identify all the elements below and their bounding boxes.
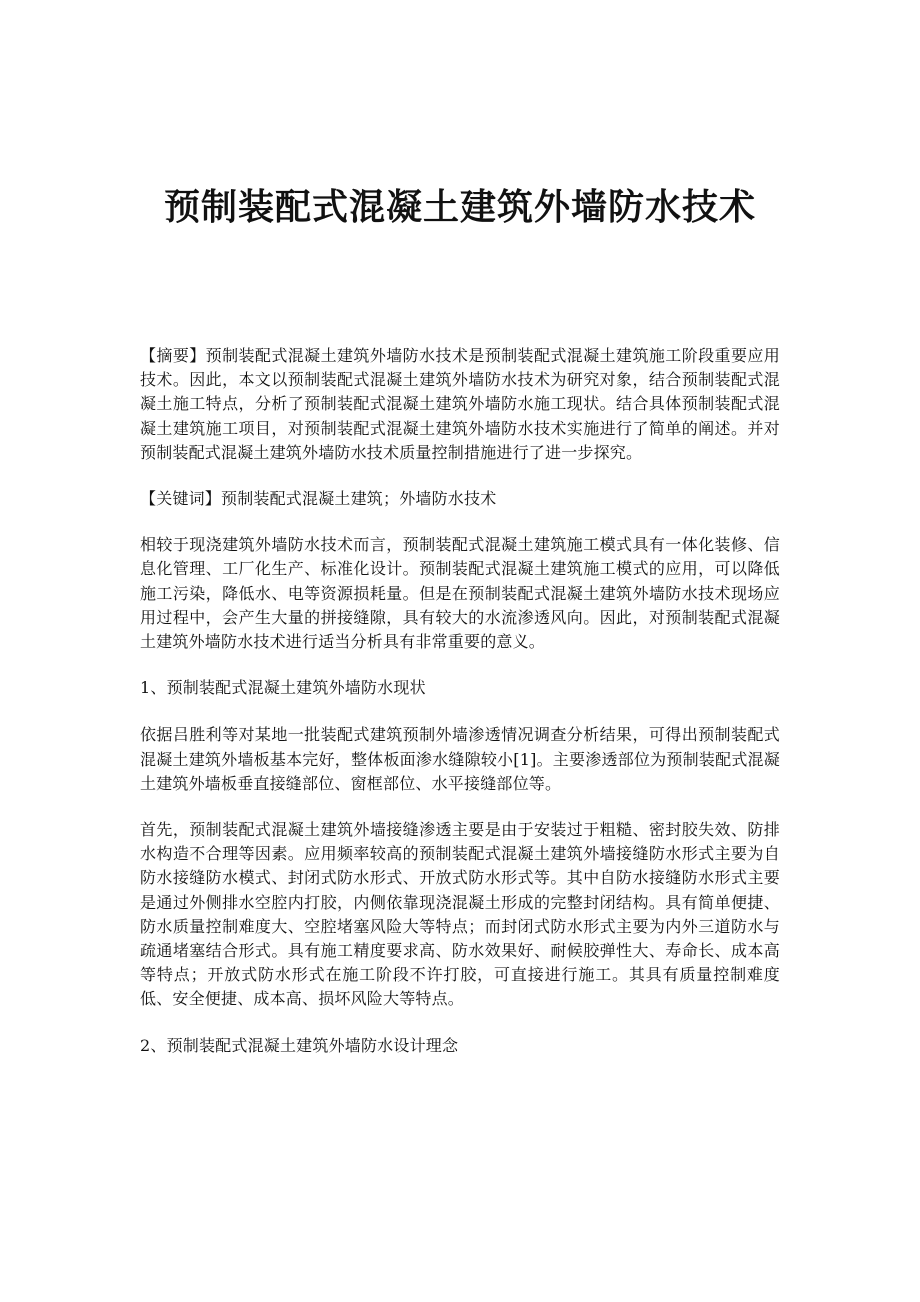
document-body [140,344,780,1081]
section-2-heading: 2、预制装配式混凝土建筑外墙防水设计理念 [140,1035,459,1055]
section-1-paragraph-2: 首先，预制装配式混凝土建筑外墙接缝渗透主要是由于安装过于粗糙、密封胶失效、防排水构造不合理等因素。应用频率较高的预制装配式混凝土建筑外墙接缝防水形式主要为自防水接缝防水模式、封闭式防水形式、开放式防水形式等。其中自防水接缝防水形式主要是通过外侧排水空腔内打胶，内侧依靠现浇混凝土形成的完整封闭结构。具有简单便捷、防水质量控制难度大、空腔堵塞风险大等特点；而封闭式防水形式主要为内外三道防水与疏通堵塞结合形式。具有施工精度要求高、防水效果好、耐候胶弹性大、寿命长、成本高等特点；开放式防水形式在施工阶段不许打胶，可直接进行施工。其具有质量控制难度低、安全便捷、成本高、损坏风险大等特点。 [140,820,780,1009]
section-1-paragraph-1: 依据吕胜利等对某地一批装配式建筑预制外墙渗透情况调查分析结果，可得出预制装配式混凝土建筑外墙板基本完好，整体板面渗水缝隙较小[1]。主要渗透部位为预制装配式混凝土建筑外墙板垂直接缝部位、窗框部位、水平接缝部位等。 [140,725,780,793]
keywords-paragraph: 【关键词】预制装配式混凝土建筑；外墙防水技术 [140,489,497,509]
document-title: 预制装配式混凝土建筑外墙防水技术 [163,186,756,228]
section-1-heading: 1、预制装配式混凝土建筑外墙防水现状 [140,678,426,698]
abstract-paragraph: 【摘要】预制装配式混凝土建筑外墙防水技术是预制装配式混凝土建筑施工阶段重要应用技术。因此，本文以预制装配式混凝土建筑外墙防水技术为研究对象，结合预制装配式混凝土施工特点，分析了预制装配式混凝土建筑外墙防水施工现状。结合具体预制装配式混凝土建筑施工项目，对预制装配式混凝土建筑外墙防水技术实施进行了简单的阐述。并对预制装配式混凝土建筑外墙防水技术质量控制措施进行了进一步探究。 [140,346,780,462]
intro-paragraph: 相较于现浇建筑外墙防水技术而言，预制装配式混凝土建筑施工模式具有一体化装修、信息化管理、工厂化生产、标准化设计。预制装配式混凝土建筑施工模式的应用，可以降低施工污染，降低水、电等资源损耗量。但是在预制装配式混凝土建筑外墙防水技术现场应用过程中，会产生大量的拼接缝隙，具有较大的水流渗透风向。因此，对预制装配式混凝土建筑外墙防水技术进行适当分析具有非常重要的意义。 [140,535,780,652]
